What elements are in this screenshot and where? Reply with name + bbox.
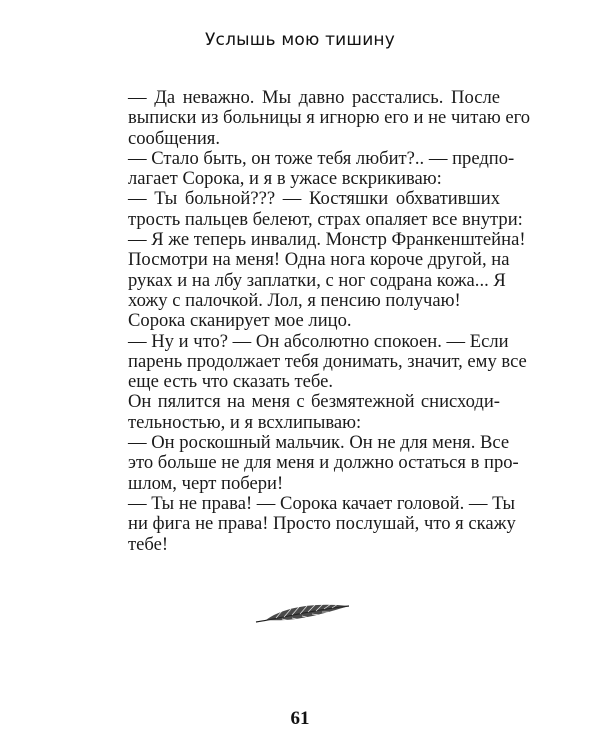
- text-line: это больше не для меня и должно остаться в про-: [128, 452, 519, 474]
- text-line: тельностью, и я всхлипываю:: [128, 411, 362, 433]
- body-text: [128, 87, 531, 555]
- text-line: Он пялится на меня с безмятежной снисходи-: [128, 391, 500, 413]
- running-header-title: Услышь мою тишину: [204, 30, 396, 50]
- text-line: Посмотри на меня! Одна нога короче другой, на: [128, 249, 510, 271]
- feather-icon: [252, 600, 352, 628]
- text-line: ни фига не права! Просто послушай, что я скажу: [128, 513, 516, 535]
- text-line: — Да неважно. Мы давно расстались. После: [128, 87, 500, 108]
- text-line: выписки из больницы я игнорю его и не читаю его: [128, 107, 531, 129]
- text-line: — Он роскошный мальчик. Он не для меня. Все: [128, 432, 510, 454]
- text-line: лагает Сорока, и я в ужасе вскрикиваю:: [128, 168, 442, 190]
- text-line: шлом, черт побери!: [128, 472, 284, 494]
- text-line: сообщения.: [128, 127, 220, 149]
- text-line: Сорока сканирует мое лицо.: [128, 310, 352, 332]
- text-line: — Я же теперь инвалид. Монстр Франкенштейна!: [128, 229, 526, 251]
- text-line: — Ну и что? — Он абсолютно спокоен. — Если: [128, 330, 509, 352]
- text-line: руках и на лбу заплатки, с ног содрана кожа... Я: [128, 269, 506, 291]
- page-number: 61: [290, 708, 310, 729]
- text-line: тебе!: [128, 533, 169, 555]
- text-line: хожу с палочкой. Лол, я пенсию получаю!: [128, 289, 461, 311]
- text-line: трость пальцев белеют, страх опаляет все внутри:: [128, 208, 523, 230]
- text-line: — Ты не права! — Сорока качает головой. — Ты: [128, 492, 516, 514]
- text-line: еще есть что сказать тебе.: [128, 371, 333, 393]
- text-line: парень продолжает тебя донимать, значит, ему все: [128, 350, 527, 372]
- text-line: — Ты больной??? — Костяшки обхвативших: [128, 188, 500, 210]
- text-line: — Стало быть, он тоже тебя любит?.. — предпо-: [128, 147, 515, 169]
